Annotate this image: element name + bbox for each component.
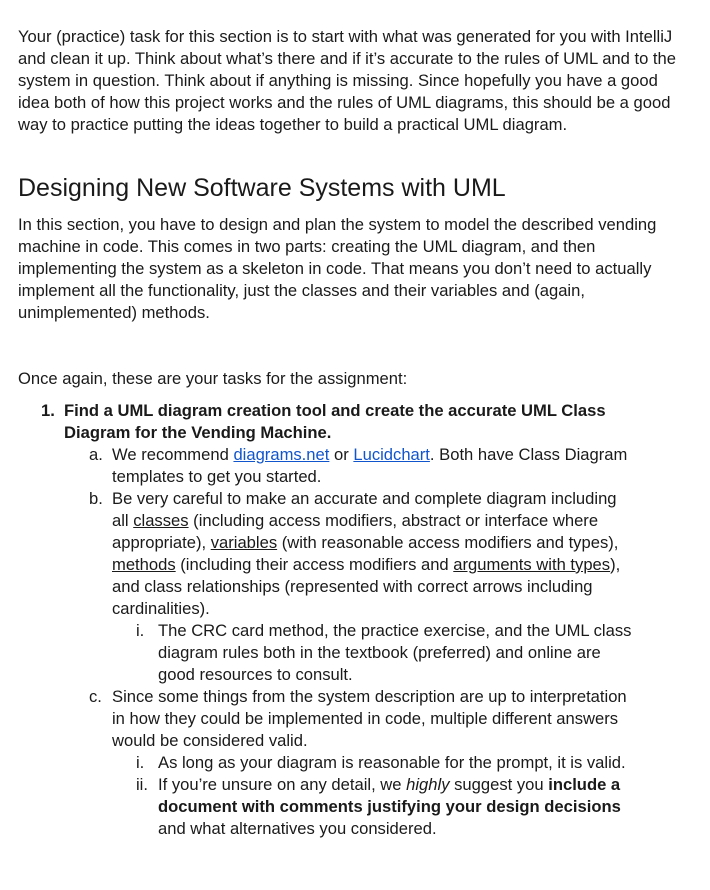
task-1-number: 1. [41,401,55,420]
item-b-i [0,620,638,686]
diagrams-net-link[interactable]: diagrams.net [233,445,330,464]
item-c-text: Since some things from the system description are up to interpretation in how they could be implemented in code, multiple different answers would be considered valid. [112,687,627,750]
item-c [0,686,632,752]
item-a-number: a. [89,445,103,464]
item-c-i-text: As long as your diagram is reasonable for the prompt, it is valid. [158,753,626,772]
variables-underline: variables [210,533,278,552]
item-b-number: b. [89,489,103,508]
section-heading: Designing New Software Systems with UML [18,174,506,202]
item-b-text-1: Be very careful to make an accurate and complete diagram including all [112,489,617,530]
section-paragraph: In this section, you have to design and plan the system to model the described vending machine in code. This comes in two parts: creating the UML diagram, and then implementing the system as a skeleton in code. That means you don’t need to actually implement all the functionality, just the classes and their variables and (again, unimplemented) methods. [18,215,657,322]
task-1-text: Find a UML diagram creation tool and create the accurate UML Class Diagram for the Vending Machine. [64,401,606,442]
item-b-i-text: The CRC card method, the practice exercise, and the UML class diagram rules both in the textbook (preferred) and online are good resources to consult. [158,621,632,684]
tasks-intro: Once again, these are your tasks for the assignment: [18,369,408,388]
item-c-ii [0,774,638,840]
item-c-ii-text-3: and what alternatives you considered. [158,819,437,838]
item-a-text-pre: We recommend [112,445,234,464]
item-c-i-number: i. [136,753,145,772]
item-c-ii-text-2: suggest you [449,775,549,794]
item-a-text-post: . Both have Class Diagram templates to get you started. [112,445,628,486]
task-list [0,400,710,840]
item-a [0,444,632,488]
highly-emphasis: highly [406,775,450,794]
item-c-ii-number: ii. [136,775,148,794]
item-a-text-mid: or [329,445,354,464]
item-b [0,488,632,620]
item-b-text-5: ), and class relationships (represented with correct arrows including cardinalities). [112,555,621,618]
item-b-text-3: (with reasonable access modifiers and types), [277,533,619,552]
item-b-i-number: i. [136,621,145,640]
item-c-ii-text-1: If you’re unsure on any detail, we [158,775,407,794]
task-1 [0,400,624,444]
arguments-underline: arguments with types [453,555,611,574]
classes-underline: classes [133,511,189,530]
item-c-ii-bold: include a document with comments justifying your design decisions [158,775,621,816]
item-b-text-4: (including their access modifiers and [175,555,454,574]
item-c-i [0,752,638,774]
methods-underline: methods [112,555,176,574]
item-c-number: c. [89,687,102,706]
lucidchart-link[interactable]: Lucidchart [353,445,430,464]
item-b-text-2: (including access modifiers, abstract or interface where appropriate), [112,511,599,552]
intro-paragraph: Your (practice) task for this section is to start with what was generated for you with IntelliJ and clean it up. Think about what’s there and if it’s accurate to the rules of UML and to the system in question. Think about if anything is missing. Since hopefully you have a good idea both of how this project works and the rules of UML diagrams, this should be a good way to practice putting the ideas together to build a practical UML diagram. [18,27,677,134]
